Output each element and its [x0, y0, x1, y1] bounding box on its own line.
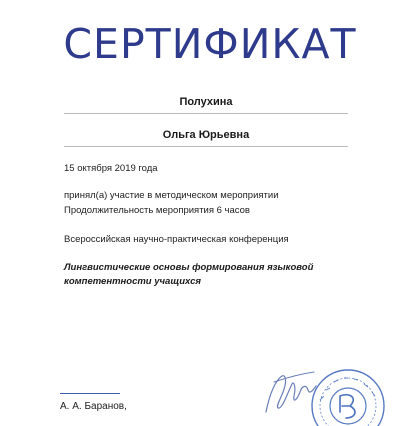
certificate-title: СЕРТИФИКАТ [63, 20, 357, 68]
participation-statement: принял(а) участие в методическом мероприятии [64, 190, 279, 201]
event-type: Всероссийская научно-практическая конференция [64, 234, 289, 245]
recipient-surname: Полухина [179, 96, 233, 108]
event-topic [64, 261, 364, 289]
signer-name: А. А. Баранов, [60, 401, 127, 412]
event-topic-line-2: компетентности учащихся [64, 276, 201, 287]
signature-line [60, 393, 120, 394]
round-stamp-seal-icon [306, 366, 386, 426]
event-date: 15 октября 2019 года [64, 163, 158, 174]
given-names-underline [64, 146, 348, 147]
event-topic-line-1: Лингвистические основы формирования языковой [64, 262, 314, 273]
recipient-given-names: Ольга Юрьевна [162, 129, 250, 141]
surname-underline [64, 113, 348, 114]
event-duration: Продолжительность мероприятия 6 часов [64, 205, 250, 216]
